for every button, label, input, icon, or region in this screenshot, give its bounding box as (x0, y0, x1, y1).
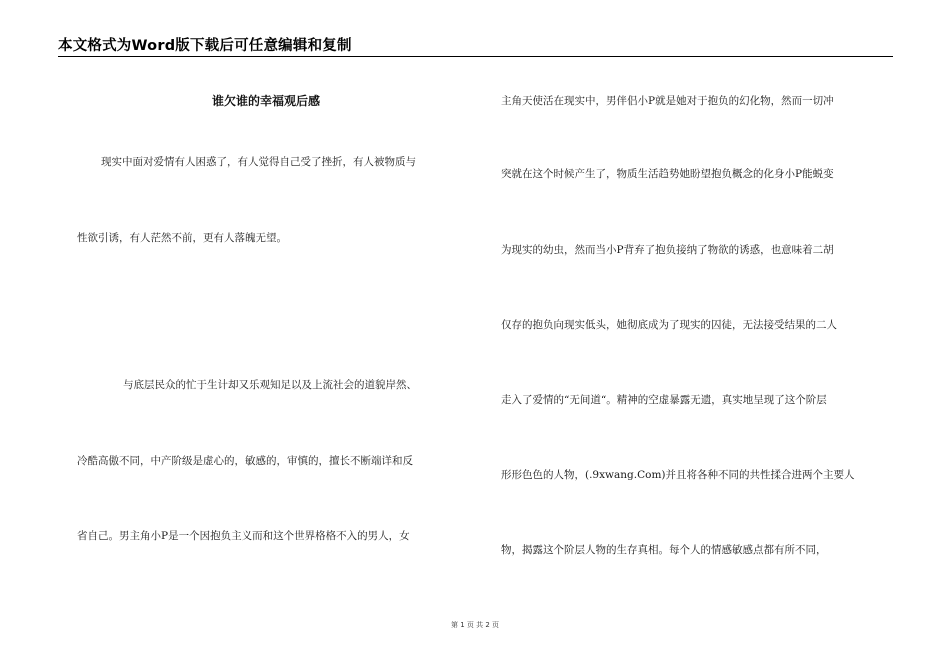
document-title: 谁欠谁的幸福观后感 (211, 94, 320, 108)
paragraph-line: 走入了爱情的“无间道“。精神的空虚暴露无遗，真实地呈现了这个阶层 (501, 394, 827, 406)
paragraph-line: 性欲引诱，有人茫然不前，更有人落魄无望。 (77, 232, 287, 244)
paragraph-line: 主角天使活在现实中，男伴侣小P就是她对于抱负的幻化物，然而一切冲 (501, 95, 834, 107)
paragraph-line: 突就在这个时候产生了，物质生活趋势她盼望抱负概念的化身小P能蜕变 (501, 168, 834, 180)
page-number-footer: 第 1 页 共 2 页 (450, 621, 500, 629)
paragraph-line: 形形色色的人物，(.9xwang.Com)并且将各种不同的共性揉合进两个主要人 (501, 469, 855, 481)
paragraph-line: 与底层民众的忙于生计却又乐观知足以及上流社会的道貌岸然、 (123, 379, 417, 391)
paragraph-line: 为现实的幼虫，然而当小P背弃了抱负接纳了物欲的诱惑，也意味着二胡 (501, 244, 834, 256)
paragraph-line: 仅存的抱负向现实低头，她彻底成为了现实的囚徒，无法接受结果的二人 (501, 319, 837, 331)
header-divider (58, 56, 893, 57)
paragraph-line: 物，揭露这个阶层人物的生存真相。每个人的情感敏感点都有所不同， (501, 544, 827, 556)
paragraph-line: 省自己。男主角小P是一个因抱负主义而和这个世界格格不入的男人，女 (77, 530, 410, 542)
paragraph-line: 现实中面对爱情有人困惑了，有人觉得自己受了挫折，有人被物质与 (101, 156, 416, 168)
document-banner: 本文格式为Word版下载后可任意编辑和复制 (58, 38, 352, 54)
paragraph-line: 冷酷高傲不同，中产阶级是虚心的，敏感的，审慎的，擅长不断端详和反 (77, 455, 413, 467)
